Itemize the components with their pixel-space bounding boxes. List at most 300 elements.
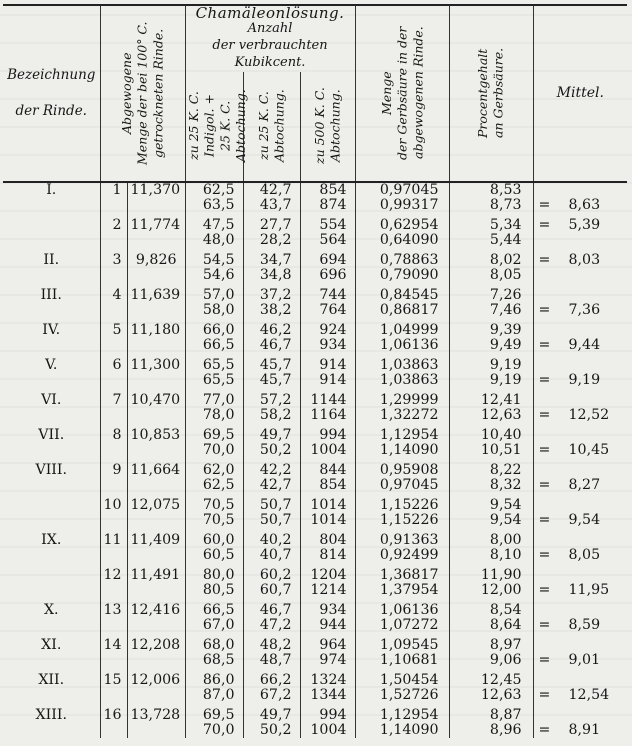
nr-cell (100, 303, 127, 318)
weight-label: Abgewogene Menge der bei 100° C. getrockneten Rinde. (119, 21, 166, 166)
gerbsaeure-cell: 0,64090 (355, 233, 449, 248)
abkochung-25-cell: 45,7 (243, 373, 300, 388)
procent-cell: 7,26 (449, 288, 533, 303)
gerbsaeure-cell: 1,12954 (355, 428, 449, 443)
abkochung-500-cell: 914 (300, 373, 355, 388)
abkochung-500-cell: 994 (300, 708, 355, 723)
weight-cell (127, 233, 185, 248)
mittel-cell (533, 618, 627, 633)
mittel-value: 8,05 (568, 547, 601, 563)
mittel-cell (533, 428, 627, 443)
nr-cell (100, 548, 127, 563)
table-row (3, 603, 627, 618)
abkochung-500-cell: 744 (300, 288, 355, 303)
rinde-cell (3, 723, 100, 738)
table-row (3, 182, 627, 198)
abkochung-500-cell: 804 (300, 533, 355, 548)
group-title: Chamäleonlösung. (195, 4, 345, 22)
weight-cell: 11,491 (127, 568, 185, 583)
abkochung-500-cell: 854 (300, 182, 355, 198)
nr-cell: 16 (100, 708, 127, 723)
indigo-cell: 60,0 (185, 533, 243, 548)
equals-sign: = (538, 302, 551, 318)
abkochung-25-cell: 40,7 (243, 548, 300, 563)
abkochung-25-cell: 49,7 (243, 708, 300, 723)
table-row (3, 443, 627, 458)
gerbsaeure-cell: 1,36817 (355, 568, 449, 583)
rinde-cell: II. (43, 252, 60, 268)
mittel-cell (533, 723, 627, 738)
gerbsaeure-cell: 0,92499 (355, 548, 449, 563)
mittel-value: 8,63 (568, 197, 601, 213)
rinde-cell (3, 218, 100, 233)
procent-cell: 8,53 (449, 182, 533, 198)
gerbsaeure-cell: 1,14090 (355, 723, 449, 738)
nr-cell (100, 198, 127, 213)
indigo-cell: 65,5 (185, 373, 243, 388)
equals-sign: = (538, 582, 551, 598)
weight-cell (127, 583, 185, 598)
procent-cell: 8,10 (449, 548, 533, 563)
abkochung-25-cell: 57,2 (243, 393, 300, 408)
gerbsaeure-cell: 1,52726 (355, 688, 449, 703)
abkochung-25-cell: 60,7 (243, 583, 300, 598)
indigo-cell: 57,0 (185, 288, 243, 303)
indigo-cell: 54,5 (185, 253, 243, 268)
gerbsaeure-cell: 1,37954 (355, 583, 449, 598)
weight-cell: 12,006 (127, 673, 185, 688)
mittel-value: 12,54 (568, 687, 610, 703)
nr-cell: 8 (100, 428, 127, 443)
equals-sign: = (538, 687, 551, 703)
procent-cell: 11,90 (449, 568, 533, 583)
abkochung-25-cell: 34,7 (243, 253, 300, 268)
indigo-cell: 69,5 (185, 708, 243, 723)
gerbsaeure-label: Menge der Gerbsäure in der abgewogenen Rinde. (378, 26, 425, 161)
indigo-cell: 86,0 (185, 673, 243, 688)
rinde-cell (3, 513, 100, 528)
gerbsaeure-cell: 0,97045 (355, 478, 449, 493)
abkochung-25-cell: 42,7 (243, 182, 300, 198)
procent-cell: 9,06 (449, 653, 533, 668)
table-frame (3, 4, 628, 746)
indigo-cell: 80,0 (185, 568, 243, 583)
gerbsaeure-cell: 0,86817 (355, 303, 449, 318)
abkochung-500-cell: 924 (300, 323, 355, 338)
abkochung-25-cell: 46,7 (243, 603, 300, 618)
mittel-cell (533, 603, 627, 618)
table-row (3, 568, 627, 583)
abkochung-25-cell: 48,7 (243, 653, 300, 668)
weight-cell: 11,370 (127, 182, 185, 198)
rinde-cell: IV. (42, 322, 61, 338)
rinde-cell: VIII. (35, 462, 68, 478)
weight-cell: 12,208 (127, 638, 185, 653)
procent-cell: 9,54 (449, 513, 533, 528)
table-row (3, 428, 627, 443)
abkochung-500-cell: 764 (300, 303, 355, 318)
abkochung-500-cell: 964 (300, 638, 355, 653)
mittel-cell (533, 568, 627, 583)
procent-cell: 8,22 (449, 463, 533, 478)
mittel-cell (533, 653, 627, 668)
equals-sign: = (538, 337, 551, 353)
col-header-gerbsaeure (355, 5, 449, 182)
abkochung-25-cell: 50,7 (243, 498, 300, 513)
mittel-value: 8,59 (568, 617, 601, 633)
abkochung-500-cell: 814 (300, 548, 355, 563)
weight-cell (127, 478, 185, 493)
gerbsaeure-cell: 0,78863 (355, 253, 449, 268)
mittel-value: 8,27 (568, 477, 601, 493)
abkochung-500-cell: 934 (300, 603, 355, 618)
abkochung-500-cell: 874 (300, 198, 355, 213)
abkochung-500-cell: 1144 (300, 393, 355, 408)
indigo-cell: 70,5 (185, 513, 243, 528)
table-row (3, 708, 627, 723)
procent-cell: 9,54 (449, 498, 533, 513)
mittel-cell (533, 443, 627, 458)
rinde-cell (3, 478, 100, 493)
mittel-cell (533, 533, 627, 548)
equals-sign: = (538, 442, 551, 458)
procent-cell: 9,49 (449, 338, 533, 353)
weight-cell: 13,728 (127, 708, 185, 723)
nr-cell: 12 (100, 568, 127, 583)
table-row (3, 478, 627, 493)
weight-cell (127, 338, 185, 353)
weight-cell: 9,826 (127, 253, 185, 268)
abkochung-500-cell: 934 (300, 338, 355, 353)
table-row (3, 548, 627, 563)
procent-cell: 5,34 (449, 218, 533, 233)
nr-cell (100, 233, 127, 248)
mittel-cell (533, 688, 627, 703)
indigo-cell: 68,5 (185, 653, 243, 668)
procent-cell: 9,19 (449, 358, 533, 373)
rinde-cell (3, 338, 100, 353)
equals-sign: = (538, 197, 551, 213)
gerbsaeure-cell: 0,95908 (355, 463, 449, 478)
indigo-cell: 62,5 (185, 478, 243, 493)
abkochung-25-cell: 67,2 (243, 688, 300, 703)
procent-cell: 8,05 (449, 268, 533, 283)
abkochung-25-cell: 50,2 (243, 443, 300, 458)
indigo-cell: 48,0 (185, 233, 243, 248)
nr-cell: 14 (100, 638, 127, 653)
mittel-cell (533, 268, 627, 283)
mittel-value: 9,44 (568, 337, 601, 353)
mittel-cell (533, 253, 627, 268)
col-header-weight (100, 5, 185, 182)
rinde-cell: III. (40, 287, 62, 303)
gerbsaeure-cell: 1,07272 (355, 618, 449, 633)
mittel-cell (533, 218, 627, 233)
nr-cell (100, 688, 127, 703)
table-row (3, 253, 627, 268)
equals-sign: = (538, 722, 551, 738)
abkochung-25-cell: 47,2 (243, 618, 300, 633)
abkochung-25-cell: 42,2 (243, 463, 300, 478)
abkochung-25-cell: 27,7 (243, 218, 300, 233)
weight-cell (127, 688, 185, 703)
gerbsaeure-cell: 1,04999 (355, 323, 449, 338)
indigo-cell: 69,5 (185, 428, 243, 443)
rinde-cell (3, 373, 100, 388)
indigo-cell: 58,0 (185, 303, 243, 318)
procent-cell: 12,00 (449, 583, 533, 598)
mittel-value: 8,03 (568, 252, 601, 268)
weight-cell (127, 723, 185, 738)
rinde-cell (3, 688, 100, 703)
mittel-value: 10,45 (568, 442, 610, 458)
mittel-cell (533, 393, 627, 408)
table-row (3, 303, 627, 318)
nr-cell (100, 723, 127, 738)
indigo-cell: 54,6 (185, 268, 243, 283)
abkochung-500-cell: 1344 (300, 688, 355, 703)
nr-cell (100, 338, 127, 353)
table-row (3, 358, 627, 373)
col-header-bezeichnung (3, 5, 100, 182)
procent-cell: 8,00 (449, 533, 533, 548)
mittel-cell (533, 323, 627, 338)
abkochung-500-cell: 994 (300, 428, 355, 443)
equals-sign: = (538, 652, 551, 668)
abkochung-500-cell: 1214 (300, 583, 355, 598)
gerbsaeure-cell: 1,29999 (355, 393, 449, 408)
gerbsaeure-cell: 1,32272 (355, 408, 449, 423)
gerbsaeure-cell: 1,50454 (355, 673, 449, 688)
weight-cell: 11,664 (127, 463, 185, 478)
indigo-cell: 78,0 (185, 408, 243, 423)
table-row (3, 373, 627, 388)
abkochung-500-cell: 1004 (300, 723, 355, 738)
gerbsaeure-cell: 1,15226 (355, 498, 449, 513)
col-header-25kc (243, 72, 300, 182)
rinde-cell: XIII. (35, 707, 67, 723)
weight-cell (127, 303, 185, 318)
equals-sign: = (538, 217, 551, 233)
table-row (3, 513, 627, 528)
mittel-cell (533, 338, 627, 353)
weight-cell: 11,774 (127, 218, 185, 233)
abkochung-25-cell: 28,2 (243, 233, 300, 248)
table-body (3, 182, 627, 738)
nr-cell: 1 (100, 182, 127, 198)
abkochung-25-cell: 34,8 (243, 268, 300, 283)
abkochung-500-cell: 914 (300, 358, 355, 373)
rinde-cell: VI. (41, 392, 62, 408)
mittel-cell (533, 638, 627, 653)
weight-cell: 11,300 (127, 358, 185, 373)
rinde-cell (3, 408, 100, 423)
procent-cell: 12,41 (449, 393, 533, 408)
equals-sign: = (538, 512, 551, 528)
weight-cell: 11,180 (127, 323, 185, 338)
mittel-label: Mittel. (556, 85, 604, 102)
weight-cell: 11,409 (127, 533, 185, 548)
gerbsaeure-cell: 0,84545 (355, 288, 449, 303)
weight-cell: 10,470 (127, 393, 185, 408)
col-header-procent (449, 5, 533, 182)
nr-cell: 7 (100, 393, 127, 408)
tannin-table (3, 4, 627, 738)
abkochung-500-cell: 696 (300, 268, 355, 283)
abkochung-25-cell: 48,2 (243, 638, 300, 653)
gerbsaeure-cell: 1,12954 (355, 708, 449, 723)
gerbsaeure-cell: 0,62954 (355, 218, 449, 233)
rinde-cell (3, 268, 100, 283)
weight-cell (127, 548, 185, 563)
indigo-cell: 80,5 (185, 583, 243, 598)
abkochung-25-cell: 50,7 (243, 513, 300, 528)
rinde-cell: XI. (41, 637, 62, 653)
bezeichnung-label: Bezeichnung der Rinde. (7, 66, 96, 120)
table-row (3, 218, 627, 233)
rinde-cell (3, 568, 100, 583)
col-header-chamaeleon-group (185, 5, 355, 72)
gerbsaeure-cell: 0,97045 (355, 182, 449, 198)
table-row (3, 653, 627, 668)
abkochung-500-cell: 854 (300, 478, 355, 493)
abkochung-25-cell: 40,2 (243, 533, 300, 548)
rinde-cell: X. (43, 602, 59, 618)
rinde-cell (3, 498, 100, 513)
abkochung-25-cell: 58,2 (243, 408, 300, 423)
indigo-cell: 62,0 (185, 463, 243, 478)
nr-cell (100, 618, 127, 633)
procent-cell: 7,46 (449, 303, 533, 318)
mittel-value: 11,95 (568, 582, 610, 598)
nr-cell: 9 (100, 463, 127, 478)
abkochung-500-label: zu 500 K. C. Abtochung. (311, 87, 343, 165)
procent-cell: 12,45 (449, 673, 533, 688)
mittel-cell (533, 408, 627, 423)
weight-cell: 10,853 (127, 428, 185, 443)
abkochung-25-cell: 42,7 (243, 478, 300, 493)
gerbsaeure-cell: 0,99317 (355, 198, 449, 213)
col-header-indigo (185, 72, 248, 182)
nr-cell (100, 408, 127, 423)
col-header-500kc (300, 72, 355, 182)
gerbsaeure-cell: 1,06136 (355, 338, 449, 353)
nr-cell (100, 443, 127, 458)
nr-cell (100, 478, 127, 493)
indigo-cell: 62,5 (185, 182, 243, 198)
rinde-cell: V. (45, 357, 58, 373)
nr-cell (100, 268, 127, 283)
indigo-cell: 68,0 (185, 638, 243, 653)
abkochung-500-cell: 974 (300, 653, 355, 668)
indigo-cell: 60,5 (185, 548, 243, 563)
gerbsaeure-cell: 1,09545 (355, 638, 449, 653)
weight-cell (127, 198, 185, 213)
rinde-cell (3, 303, 100, 318)
mittel-cell (533, 673, 627, 688)
nr-cell: 15 (100, 673, 127, 688)
rinde-cell (3, 198, 100, 213)
procent-cell: 12,63 (449, 408, 533, 423)
procent-cell: 9,39 (449, 323, 533, 338)
indigo-label: zu 25 K. C. Indigol. + 25 K. C. Abtochung. (185, 89, 248, 163)
nr-cell (100, 653, 127, 668)
weight-cell: 11,639 (127, 288, 185, 303)
indigo-cell: 70,5 (185, 498, 243, 513)
abkochung-500-cell: 1004 (300, 443, 355, 458)
rinde-cell (3, 548, 100, 563)
weight-cell (127, 268, 185, 283)
nr-cell: 3 (100, 253, 127, 268)
procent-cell: 8,73 (449, 198, 533, 213)
table-row (3, 233, 627, 248)
nr-cell (100, 373, 127, 388)
table-row (3, 288, 627, 303)
abkochung-25-cell: 46,2 (243, 323, 300, 338)
abkochung-25-cell: 38,2 (243, 303, 300, 318)
col-header-mittel (533, 5, 627, 182)
abkochung-25-cell: 50,2 (243, 723, 300, 738)
gerbsaeure-cell: 1,03863 (355, 358, 449, 373)
abkochung-25-cell: 60,2 (243, 568, 300, 583)
equals-sign: = (538, 617, 551, 633)
gerbsaeure-cell: 1,06136 (355, 603, 449, 618)
procent-cell: 8,97 (449, 638, 533, 653)
table-row (3, 393, 627, 408)
table-row (3, 673, 627, 688)
indigo-cell: 66,5 (185, 338, 243, 353)
mittel-cell (533, 233, 627, 248)
mittel-cell (533, 198, 627, 213)
gerbsaeure-cell: 1,10681 (355, 653, 449, 668)
abkochung-500-cell: 554 (300, 218, 355, 233)
procent-cell: 8,64 (449, 618, 533, 633)
procent-cell: 8,02 (449, 253, 533, 268)
procent-cell: 12,63 (449, 688, 533, 703)
mittel-cell (533, 358, 627, 373)
nr-cell: 5 (100, 323, 127, 338)
mittel-value: 5,39 (568, 217, 601, 233)
mittel-cell (533, 182, 627, 198)
equals-sign: = (538, 252, 551, 268)
group-subtitle: Anzahl der verbrauchten Kubikcent. (212, 21, 328, 70)
abkochung-25-cell: 43,7 (243, 198, 300, 213)
weight-cell (127, 618, 185, 633)
indigo-cell: 66,0 (185, 323, 243, 338)
table-row (3, 498, 627, 513)
mittel-value: 8,91 (568, 722, 601, 738)
gerbsaeure-cell: 1,14090 (355, 443, 449, 458)
mittel-cell (533, 463, 627, 478)
abkochung-500-cell: 944 (300, 618, 355, 633)
table-row (3, 638, 627, 653)
abkochung-25-cell: 37,2 (243, 288, 300, 303)
nr-cell: 4 (100, 288, 127, 303)
mittel-cell (533, 303, 627, 318)
mittel-cell (533, 513, 627, 528)
weight-cell: 12,416 (127, 603, 185, 618)
abkochung-25-cell: 66,2 (243, 673, 300, 688)
nr-cell (100, 513, 127, 528)
procent-cell: 8,54 (449, 603, 533, 618)
nr-cell: 11 (100, 533, 127, 548)
weight-cell (127, 443, 185, 458)
procent-label: Procentgehalt an Gerbsäure. (475, 48, 507, 139)
table-row (3, 583, 627, 598)
weight-cell (127, 513, 185, 528)
indigo-cell: 87,0 (185, 688, 243, 703)
rinde-cell (3, 618, 100, 633)
